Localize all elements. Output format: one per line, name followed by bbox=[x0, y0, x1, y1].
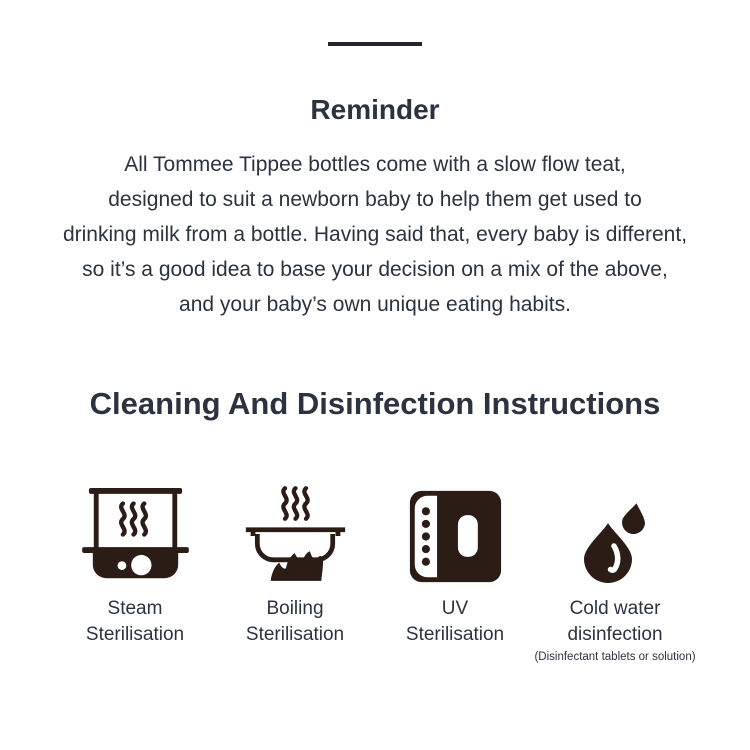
method-steam-sterilisation bbox=[55, 480, 215, 664]
method-label: Cold water disinfection bbox=[567, 598, 663, 645]
reminder-line: so it’s a good idea to base your decision on a mix of the above, bbox=[82, 258, 668, 281]
method-label: Boiling Sterilisation bbox=[245, 598, 345, 645]
method-note: (Disinfectant tablets or solution) bbox=[534, 651, 696, 663]
section-divider bbox=[328, 42, 422, 46]
boiling-pot-icon bbox=[243, 480, 348, 585]
water-drop-icon bbox=[582, 480, 648, 585]
reminder-line: and your baby’s own unique eating habits. bbox=[179, 293, 571, 316]
uv-steriliser-icon bbox=[407, 480, 504, 585]
reminder-paragraph bbox=[0, 147, 750, 322]
reminder-line: All Tommee Tippee bottles come with a slow flow teat, bbox=[124, 153, 626, 176]
reminder-line: designed to suit a newborn baby to help them get used to bbox=[108, 188, 642, 211]
reminder-line: drinking milk from a bottle. Having said that, every baby is different, bbox=[62, 223, 688, 246]
method-boiling-sterilisation bbox=[215, 480, 375, 664]
steam-steriliser-icon bbox=[82, 480, 189, 585]
method-label: UV Sterilisation bbox=[405, 598, 505, 645]
cleaning-title: Cleaning And Disinfection Instructions bbox=[89, 386, 661, 421]
method-label: Steam Sterilisation bbox=[85, 598, 185, 645]
method-cold-water-disinfection bbox=[535, 480, 695, 664]
method-uv-sterilisation bbox=[375, 480, 535, 664]
reminder-title: Reminder bbox=[310, 94, 440, 125]
methods-row bbox=[55, 480, 695, 664]
